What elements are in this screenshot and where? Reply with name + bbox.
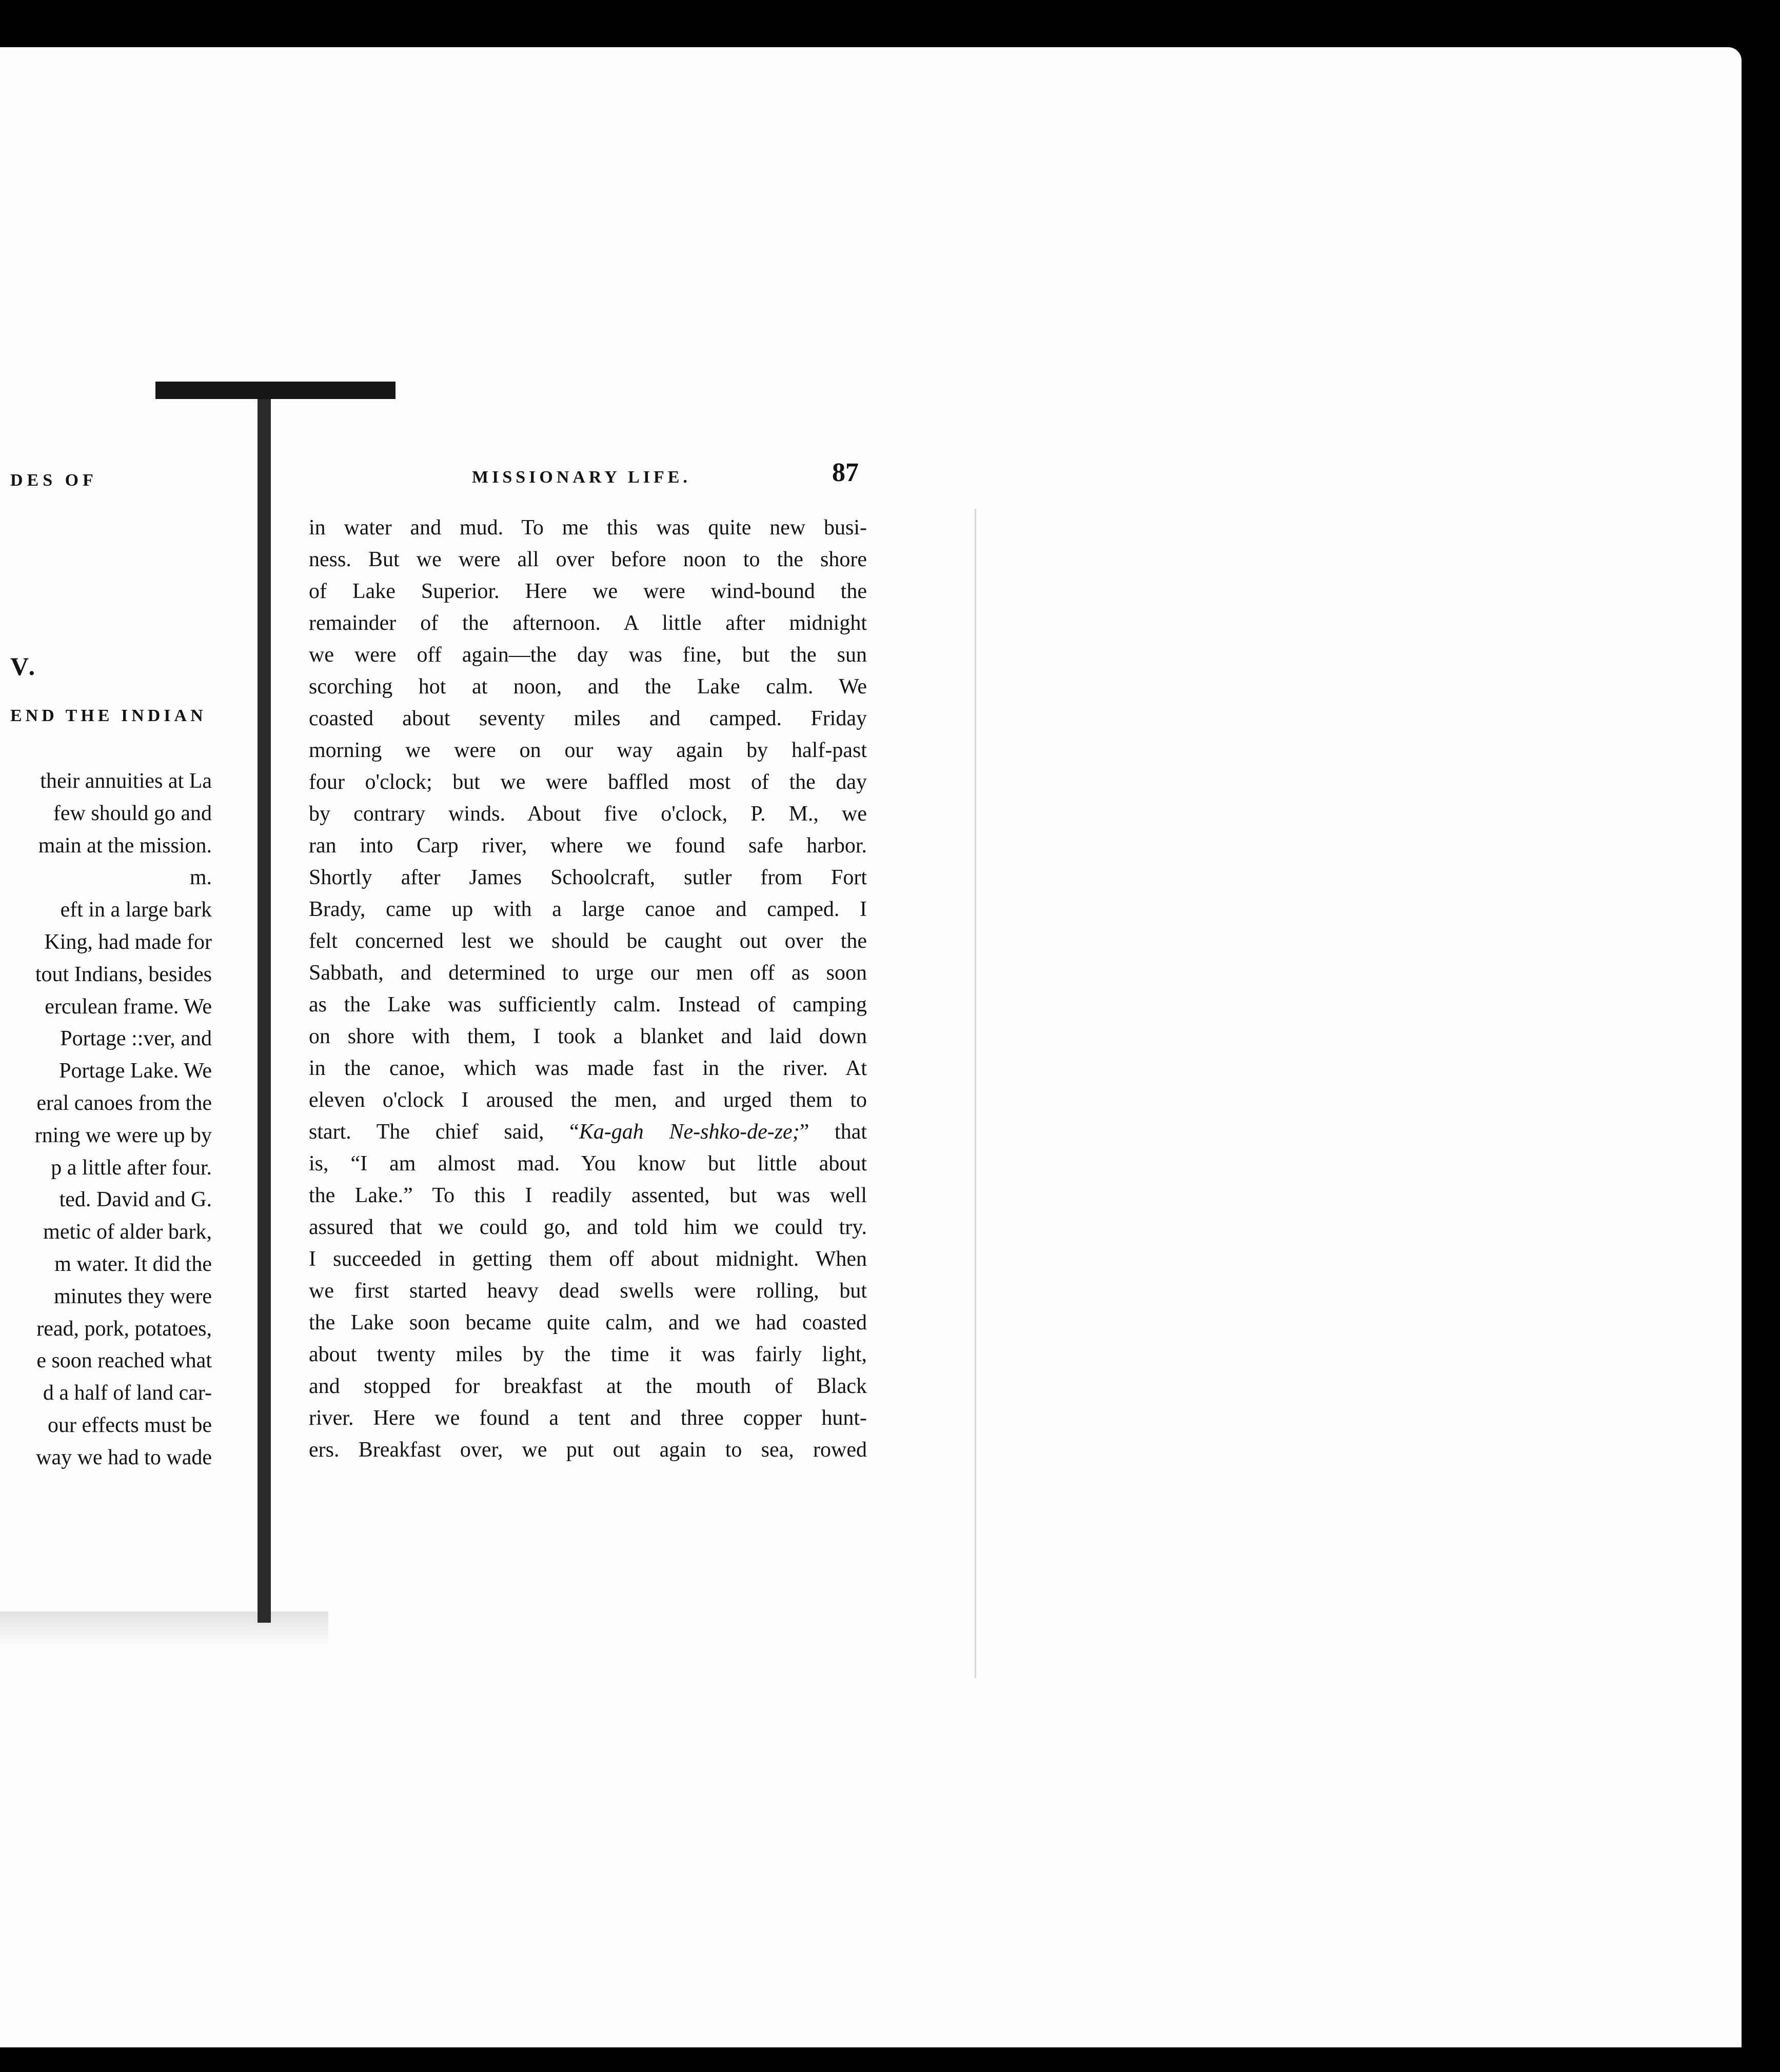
text-segment: we first started heavy dead swells were rolling, but [309,1279,867,1303]
text-line [309,544,867,575]
text-segment: of Lake Superior. Here we were wind-bound the [309,580,867,603]
text-segment: the Lake soon became quite calm, and we had coasted [309,1311,867,1334]
text-segment: in the canoe, which was made fast in the river. At [309,1057,867,1080]
text-segment: and stopped for breakfast at the mouth of Black [309,1374,867,1398]
text-line [309,1116,867,1148]
text-line [309,1275,867,1307]
text-line [309,925,867,957]
left-text-line: our effects must be [48,1413,212,1437]
text-segment: start. The chief said, “ [309,1120,579,1144]
text-line [309,1180,867,1211]
text-line [309,703,867,734]
text-line [309,1052,867,1084]
text-line [309,1307,867,1339]
text-line [309,1021,867,1052]
text-segment: scorching hot at noon, and the Lake calm. We [309,675,867,699]
left-page-text [0,765,212,1474]
text-segment: is, “I am almost mad. You know but little about [309,1152,867,1176]
text-line [309,893,867,925]
left-text-line: rning we were up by [34,1123,212,1147]
left-text-line: metic of alder bark, [43,1220,212,1244]
text-line [309,1434,867,1466]
chapter-subheading: END THE INDIAN [10,706,207,725]
left-text-line: p a little after four. [51,1155,212,1180]
text-line [309,1402,867,1434]
text-segment: about twenty miles by the time it was fairly light, [309,1343,867,1366]
text-line [309,575,867,607]
text-segment: ” that [799,1120,867,1144]
left-text-line: minutes they were [54,1284,212,1308]
text-line [309,798,867,830]
text-segment: in water and mud. To me this was quite new busi- [309,516,867,540]
text-line [309,862,867,893]
right-page [287,47,1005,1688]
left-text-line: eral canoes from the [36,1091,212,1115]
text-segment: felt concerned lest we should be caught out over the [309,929,867,953]
text-segment: the Lake.” To this I readily assented, but was well [309,1184,867,1207]
scanned-sheet [0,47,1742,2047]
left-text-line: ted. David and G. [59,1188,212,1212]
italic-phrase: Ka-gah Ne-shko-de-ze; [579,1120,800,1144]
text-segment: Shortly after James Schoolcraft, sutler from Fort [309,866,867,889]
left-text-line: their annuities at La [40,769,212,793]
text-line [309,1339,867,1370]
left-text-line: Portage Lake. We [59,1059,212,1083]
binding-bar-vertical [258,399,271,1623]
left-text-line: main at the mission. [38,833,212,858]
text-segment: assured that we could go, and told him we could try. [309,1216,867,1239]
running-title: MISSIONARY LIFE. [472,468,691,487]
text-segment: I succeeded in getting them off about midnight. When [309,1247,867,1271]
text-line [309,1211,867,1243]
text-segment: Brady, came up with a large canoe and camped. I [309,898,867,921]
text-segment: ness. But we were all over before noon to the shore [309,548,867,571]
left-text-line: e soon reached what [36,1349,212,1373]
text-segment: on shore with them, I took a blanket and laid down [309,1025,867,1048]
left-text-line: eft in a large bark [60,898,212,922]
left-text-line: way we had to wade [36,1445,212,1469]
left-text-line: m. [189,866,212,890]
text-segment: morning we were on our way again by half-past [309,739,867,762]
text-line [309,1370,867,1402]
text-segment: by contrary winds. About five o'clock, P. M., we [309,802,867,826]
text-line [309,734,867,766]
text-line [309,1084,867,1116]
text-segment: Sabbath, and determined to urge our men off as soon [309,961,867,985]
text-segment: eleven o'clock I aroused the men, and urged them to [309,1088,867,1112]
text-line [309,1148,867,1180]
text-segment: as the Lake was sufficiently calm. Instead of camping [309,993,867,1017]
page-edge [975,509,976,1678]
page-shadow [0,1611,328,1647]
text-segment: four o'clock; but we were baffled most of the day [309,770,867,794]
left-running-title: DES OF [10,471,97,490]
left-text-line: m water. It did the [54,1252,212,1276]
text-segment: remainder of the afternoon. A little after midnight [309,611,867,635]
left-page [0,47,244,1586]
text-segment: coasted about seventy miles and camped. Friday [309,707,867,730]
text-line [309,830,867,862]
left-text-line: erculean frame. We [45,994,212,1019]
text-line [309,1243,867,1275]
text-line [309,512,867,544]
page-number: 87 [832,458,859,487]
left-text-line: tout Indians, besides [35,962,212,986]
left-text-line: few should go and [53,801,212,825]
text-segment: we were off again—the day was fine, but the sun [309,643,867,667]
left-text-line: d a half of land car- [43,1381,212,1405]
text-segment: river. Here we found a tent and three copper hunt- [309,1406,867,1430]
text-line [309,957,867,989]
chapter-numeral: V. [10,652,38,681]
left-text-line: read, pork, potatoes, [36,1317,212,1341]
left-text-line: Portage ::ver, and [60,1027,212,1051]
left-text-line: King, had made for [44,930,212,954]
text-line [309,607,867,639]
text-line [309,671,867,703]
text-segment: ers. Breakfast over, we put out again to sea, rowed [309,1438,867,1462]
text-line [309,639,867,671]
text-line [309,766,867,798]
text-line [309,989,867,1021]
page-body-text [309,512,867,1466]
text-segment: ran into Carp river, where we found safe harbor. [309,834,867,858]
